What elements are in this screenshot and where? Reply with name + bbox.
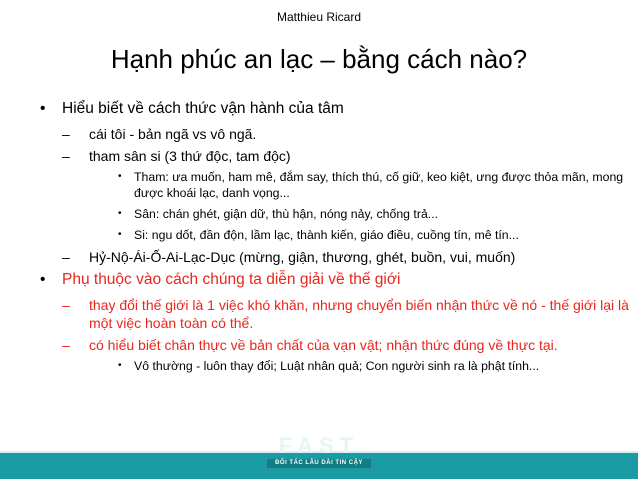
bullet-marker: • <box>40 100 46 117</box>
bullet-marker: • <box>118 360 122 371</box>
bullet-marker: • <box>118 208 122 219</box>
detail-si <box>40 227 630 243</box>
dash-marker: – <box>62 337 70 353</box>
sub-bullet-text: thay đổi thế giới là 1 việc khó khăn, nhưng chuyển biến nhận thức về nó - thế giới lại là một việc hoàn toàn có thể. <box>89 297 629 331</box>
bullet-text: Phụ thuộc vào cách chúng ta diễn giải về thế giới <box>62 271 401 288</box>
dash-marker: – <box>62 249 70 265</box>
slide-title: Hạnh phúc an lạc – bằng cách nào? <box>110 44 528 74</box>
detail-tham <box>40 169 630 201</box>
logo-wordmark: FAST <box>278 433 360 458</box>
bullet-marker: • <box>118 171 122 182</box>
sub-bullet-true-understanding <box>40 336 630 354</box>
sub-bullet-ego <box>40 125 630 143</box>
detail-text: Vô thường - luôn thay đổi; Luật nhân quả; Con người sinh ra là phật tính... <box>134 359 540 373</box>
sub-bullet-text: Hỷ-Nộ-Ái-Ố-Ai-Lạc-Dục (mừng, giận, thương, ghét, buồn, vui, muốn) <box>89 249 516 265</box>
logo-tagline: ĐỐI TÁC LÂU DÀI TIN CẬY <box>267 459 371 468</box>
detail-text: Si: ngu dốt, đần độn, lầm lạc, thành kiến, giáo điều, cuồng tín, mê tín... <box>134 228 519 242</box>
slide-content <box>40 99 630 379</box>
detail-san <box>40 206 630 222</box>
sub-bullet-change-perception <box>40 296 630 332</box>
bullet-marker: • <box>40 271 46 288</box>
dash-marker: – <box>62 126 70 142</box>
bullet-understanding-mind <box>40 99 630 118</box>
bullet-interpretation <box>40 270 630 289</box>
detail-text: Tham: ưa muốn, ham mê, đắm say, thích thú, cố giữ, keo kiệt, ưng được thỏa mãn, mong được khoái lạc, danh vọng... <box>134 170 624 200</box>
sub-bullet-text: cái tôi - bản ngã vs vô ngã. <box>89 126 257 142</box>
dash-marker: – <box>62 297 70 313</box>
dash-marker: – <box>62 148 70 164</box>
bullet-text: Hiểu biết về cách thức vận hành của tâm <box>62 100 344 117</box>
sub-bullet-three-poisons <box>40 147 630 165</box>
author: Matthieu Ricard <box>276 10 362 24</box>
bullet-marker: • <box>118 229 122 240</box>
sub-bullet-text: có hiểu biết chân thực về bản chất của vạn vật; nhận thức đúng về thực tại. <box>89 337 558 353</box>
sub-bullet-text: tham sân si (3 thứ độc, tam độc) <box>89 148 291 164</box>
detail-text: Sân: chán ghét, giận dữ, thù hận, nóng nảy, chống trả... <box>134 207 439 221</box>
fast-logo <box>267 433 371 473</box>
sub-bullet-seven-emotions <box>40 248 630 266</box>
detail-impermanence <box>40 358 630 374</box>
